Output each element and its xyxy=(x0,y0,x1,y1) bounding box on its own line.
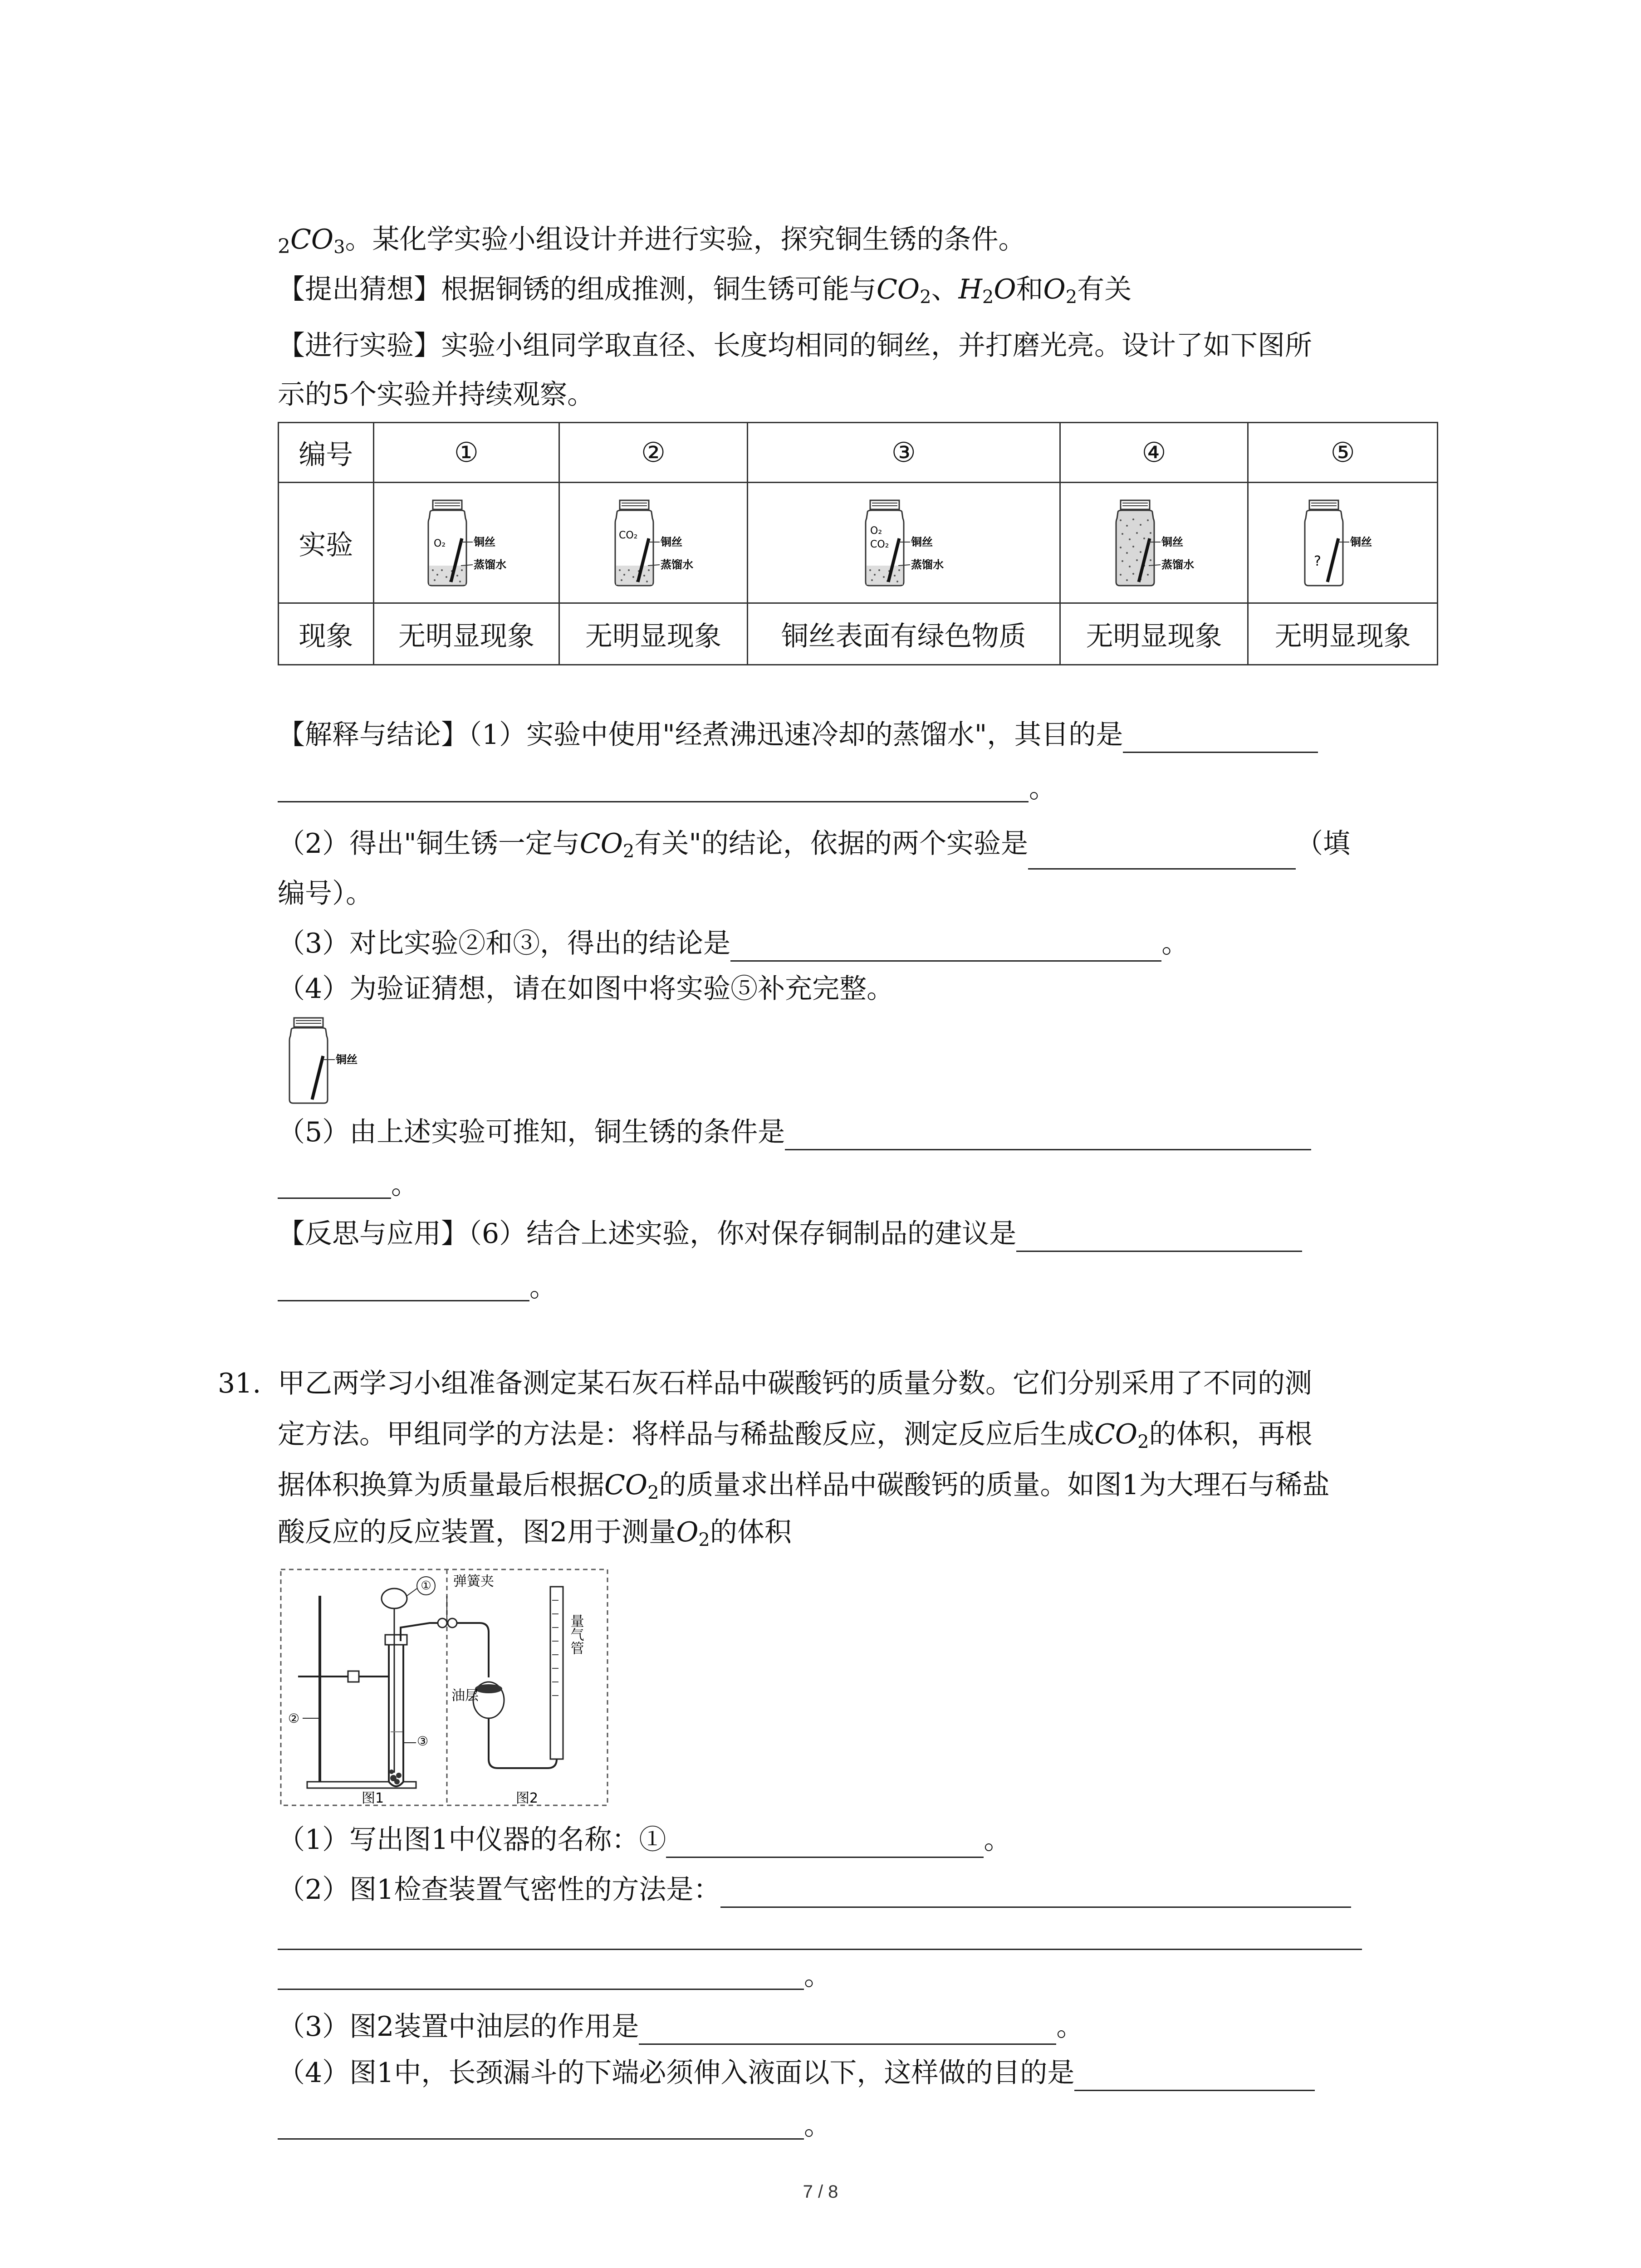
p31-question-3-text: （3）图2装置中油层的作用是 xyxy=(278,2011,639,2043)
bottle-copper-wire-icon xyxy=(278,1015,396,1106)
bottle-full-water-icon xyxy=(1095,498,1213,588)
formula-sub: 2 xyxy=(1137,1432,1149,1452)
table-row xyxy=(279,483,1438,603)
formula-sub: 2 xyxy=(1065,287,1078,308)
question-6 xyxy=(278,1216,1302,1252)
svg-text:蒸馏水: 蒸馏水 xyxy=(1161,558,1194,571)
intro-line-1 xyxy=(278,221,1026,265)
bottle-unknown-icon xyxy=(1284,498,1402,588)
table-result-label: 现象 xyxy=(279,603,374,665)
question-5-text: （5）由上述实验可推知，铜生锈的条件是 xyxy=(278,1116,785,1148)
copper-wire-label: 铜丝 xyxy=(336,1053,358,1066)
experiment-line-1: 【进行实验】实验小组同学取直径、长度均相同的铜丝，并打磨光亮。设计了如下图所 xyxy=(278,330,1312,362)
answer-blank[interactable] xyxy=(278,1989,804,1990)
figure-label-2: ② xyxy=(288,1711,300,1726)
answer-blank[interactable] xyxy=(1123,723,1318,753)
formula-sub: 2 xyxy=(622,841,635,862)
period: 。 xyxy=(529,1271,557,1303)
question-2-text-b: 有关"的结论，依据的两个实验是 xyxy=(634,828,1028,860)
spring-clip-label: 弹簧夹 xyxy=(453,1574,494,1589)
bottle-cell xyxy=(1060,483,1248,603)
formula-sub: 2 xyxy=(698,1530,710,1550)
p31-question-4 xyxy=(278,2055,1315,2091)
answer-blank[interactable] xyxy=(730,932,1161,962)
svg-text:铜丝: 铜丝 xyxy=(911,535,933,548)
p31-question-2-text: （2）图1检查装置气密性的方法是： xyxy=(278,1874,721,1906)
figure-1-caption: 图1 xyxy=(362,1790,384,1806)
table-result: 无明显现象 xyxy=(1060,603,1248,665)
question-1-text: 【解释与结论】（1）实验中使用"经煮沸迅速冷却的蒸馏水"，其目的是 xyxy=(278,719,1123,751)
question-2 xyxy=(278,826,1350,870)
bottle-o2-water-icon xyxy=(407,498,525,588)
hypothesis-head: 【提出猜想】根据铜锈的组成推测，铜生锈可能与 xyxy=(278,274,877,305)
formula-co2: CO xyxy=(1094,1418,1138,1450)
intro-formula-sub: 3 xyxy=(333,237,345,258)
question-2-text-c: （填 xyxy=(1295,828,1350,860)
formula-sub: 2 xyxy=(920,287,931,308)
table-number: ② xyxy=(559,423,748,483)
answer-blank[interactable] xyxy=(720,1878,1351,1908)
conjunction: 和 xyxy=(1016,274,1043,305)
table-result: 无明显现象 xyxy=(559,603,748,665)
question-2-text-d: 编号）。 xyxy=(278,878,373,909)
period: 。 xyxy=(1161,928,1189,959)
separator: 、 xyxy=(931,274,959,305)
intro-rest: 。某化学实验小组设计并进行实验，探究铜生锈的条件。 xyxy=(345,224,1026,255)
bottle-cell xyxy=(373,483,559,603)
question-5 xyxy=(278,1114,1311,1150)
table-number: ③ xyxy=(747,423,1060,483)
table-number: ① xyxy=(373,423,559,483)
question-3-text: （3）对比实验②和③，得出的结论是 xyxy=(278,928,731,959)
table-experiment-label: 实验 xyxy=(279,483,374,603)
bottle-cell xyxy=(559,483,748,603)
p31-question-2 xyxy=(278,1872,1351,1908)
svg-text:铜丝: 铜丝 xyxy=(661,535,683,548)
svg-text:蒸馏水: 蒸馏水 xyxy=(661,558,694,571)
svg-text:铜丝: 铜丝 xyxy=(1161,535,1183,548)
page-number: 7 / 8 xyxy=(803,2182,838,2202)
period: 。 xyxy=(804,2110,831,2141)
hypothesis-tail: 有关 xyxy=(1077,274,1132,305)
question-4: （4）为验证猜想，请在如图中将实验⑤补充完整。 xyxy=(278,973,894,1005)
answer-blank[interactable] xyxy=(666,1828,984,1858)
figure-label-3: ③ xyxy=(417,1734,429,1749)
answer-blank[interactable] xyxy=(278,2138,804,2140)
problem-text: 的体积 xyxy=(710,1516,792,1548)
answer-blank[interactable] xyxy=(278,801,1029,802)
intro-formula: CO xyxy=(290,224,334,255)
experiment-line-2: 示的5个实验并持续观察。 xyxy=(278,379,595,411)
svg-text:蒸馏水: 蒸馏水 xyxy=(473,558,506,571)
table-result: 无明显现象 xyxy=(1248,603,1438,665)
formula-co2: CO xyxy=(579,828,623,860)
bottle-co2-water-icon xyxy=(594,498,712,588)
problem-31-line-2 xyxy=(278,1416,1313,1460)
oil-layer-label: 油层 xyxy=(451,1688,479,1704)
figure-label-1: ① xyxy=(421,1579,431,1593)
p31-question-3 xyxy=(278,2009,1083,2045)
bottle-o2-co2-water-icon xyxy=(845,498,963,588)
answer-blank[interactable] xyxy=(278,1300,529,1301)
problem-31-line-1: 甲乙两学习小组准备测定某石灰石样品中碳酸钙的质量分数。它们分别采用了不同的测 xyxy=(278,1368,1312,1399)
problem-text: 的质量求出样品中碳酸钙的质量。如图1为大理石与稀盐 xyxy=(659,1469,1330,1501)
period: 。 xyxy=(391,1169,418,1201)
svg-text:CO₂: CO₂ xyxy=(619,529,638,541)
formula-co2: CO xyxy=(877,274,920,305)
svg-text:O₂: O₂ xyxy=(870,525,882,537)
svg-text:铜丝: 铜丝 xyxy=(473,535,495,548)
formula-o2: O xyxy=(676,1516,699,1548)
answer-blank[interactable] xyxy=(278,1949,1362,1950)
apparatus-figure xyxy=(280,1569,609,1807)
answer-blank[interactable] xyxy=(278,1198,391,1199)
period: 。 xyxy=(984,1824,1011,1856)
problem-text: 酸反应的反应装置，图2用于测量 xyxy=(278,1516,676,1548)
answer-blank[interactable] xyxy=(1016,1222,1302,1252)
svg-text:铜丝: 铜丝 xyxy=(1350,535,1372,548)
formula-o2: O xyxy=(1043,274,1066,305)
table-row xyxy=(279,423,1438,483)
question-3 xyxy=(278,925,1189,962)
table-result: 铜丝表面有绿色物质 xyxy=(747,603,1060,665)
table-row xyxy=(279,603,1438,665)
gas-tube-label: 量气管 xyxy=(568,1614,584,1655)
answer-blank[interactable] xyxy=(639,2015,1056,2045)
bottle-cell xyxy=(747,483,1060,603)
table-number: ⑤ xyxy=(1248,423,1438,483)
answer-blank[interactable] xyxy=(1028,840,1296,870)
table-header-label: 编号 xyxy=(279,423,374,483)
period: 。 xyxy=(804,1960,831,1992)
hypothesis-line xyxy=(278,271,1132,315)
problem-text: 的体积，再根 xyxy=(1149,1418,1313,1450)
p31-question-1-text: （1）写出图1中仪器的名称：① xyxy=(278,1824,666,1856)
problem-31-line-3 xyxy=(278,1467,1330,1511)
period: 。 xyxy=(1056,2011,1084,2043)
formula-h2o-o: O xyxy=(994,274,1016,305)
problem-text: 据体积换算为质量最后根据 xyxy=(278,1469,604,1501)
formula-sub: 2 xyxy=(982,287,994,308)
question-1 xyxy=(278,717,1318,753)
formula-h2o-h: H xyxy=(958,274,982,305)
problem-31-line-4 xyxy=(278,1514,792,1558)
question-6-text: 【反思与应用】（6）结合上述实验，你对保存铜制品的建议是 xyxy=(278,1218,1017,1250)
p31-question-1 xyxy=(278,1822,1011,1858)
table-number: ④ xyxy=(1060,423,1248,483)
svg-text:O₂: O₂ xyxy=(433,538,446,549)
svg-text:CO₂: CO₂ xyxy=(870,538,889,550)
p31-question-4-text: （4）图1中，长颈漏斗的下端必须伸入液面以下，这样做的目的是 xyxy=(278,2057,1075,2089)
intro-prefix: 2 xyxy=(278,235,290,258)
table-result: 无明显现象 xyxy=(373,603,559,665)
answer-blank[interactable] xyxy=(785,1121,1311,1150)
answer-blank[interactable] xyxy=(1074,2062,1315,2091)
question-2-text: （2）得出"铜生锈一定与 xyxy=(278,828,580,860)
formula-co2: CO xyxy=(604,1469,648,1501)
formula-sub: 2 xyxy=(647,1482,659,1503)
period: 。 xyxy=(1029,772,1056,804)
problem-text: 定方法。甲组同学的方法是：将样品与稀盐酸反应，测定反应后生成 xyxy=(278,1418,1094,1450)
svg-text:蒸馏水: 蒸馏水 xyxy=(911,558,944,571)
figure-2-caption: 图2 xyxy=(516,1790,539,1806)
bottle-cell xyxy=(1248,483,1438,603)
svg-text:?: ? xyxy=(1313,553,1321,569)
experiment-table xyxy=(278,422,1438,665)
problem-number: 31. xyxy=(218,1368,261,1399)
